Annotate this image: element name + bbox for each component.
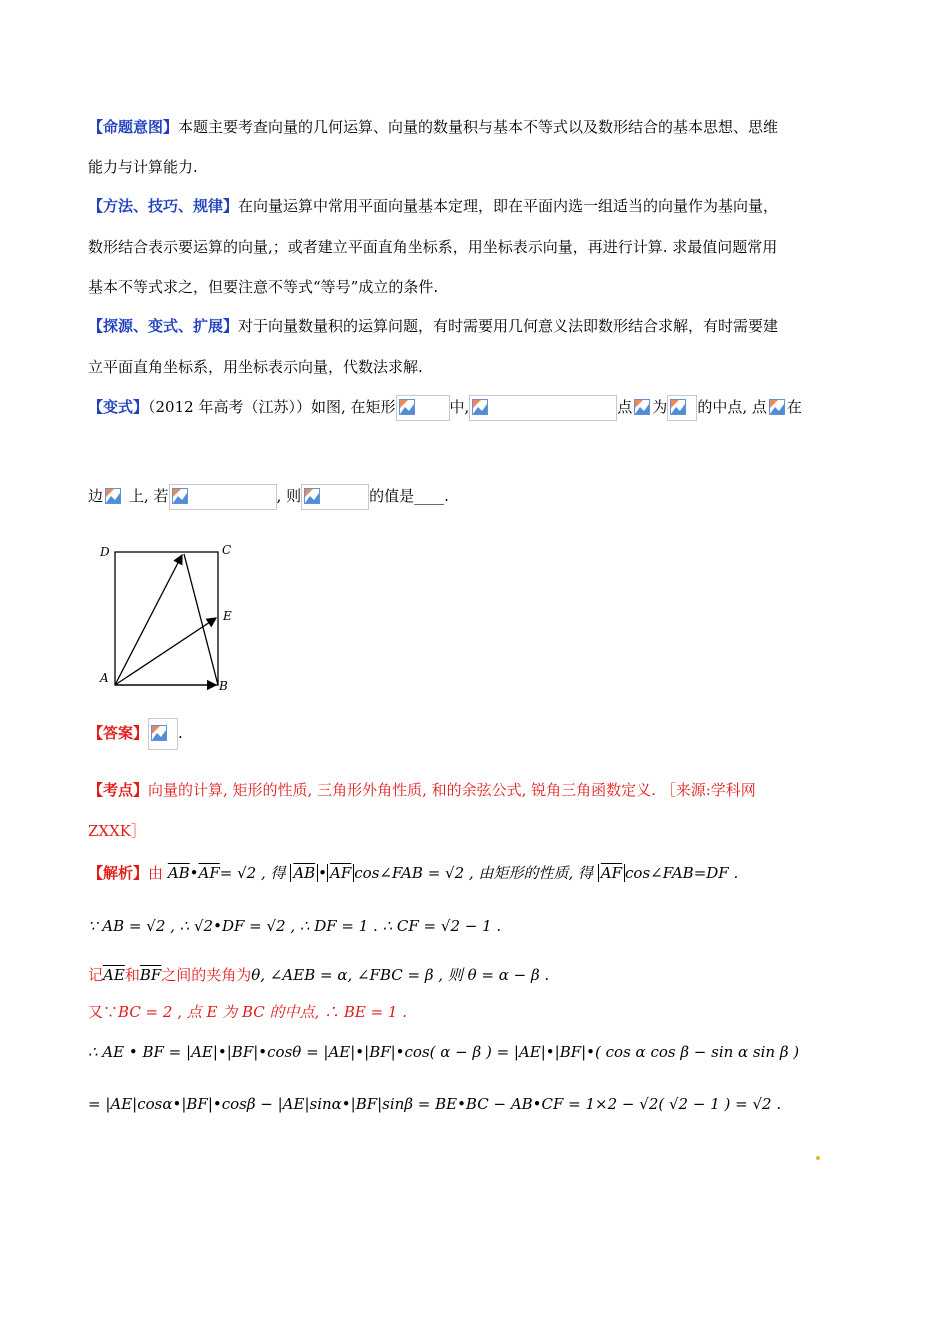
broken-image-icon bbox=[469, 395, 617, 421]
variant-t7: 边 bbox=[88, 487, 104, 505]
rectangle-vector-figure bbox=[96, 540, 246, 700]
method-paragraph-line3 bbox=[88, 276, 438, 298]
vec-ab: $\overline{AB}$ bbox=[167, 864, 190, 882]
jiexi-l1-a: 由 bbox=[148, 864, 164, 882]
broken-image-icon bbox=[148, 718, 178, 750]
intent-text-b: 能力与计算能力. bbox=[88, 158, 198, 176]
dot-op: • bbox=[189, 864, 199, 882]
jiexi-l3-f: θ, ∠AEB = α, ∠FBC = β , 则 θ = α − β . bbox=[251, 966, 550, 984]
decorative-dot bbox=[816, 1156, 820, 1160]
kaodian-line2 bbox=[88, 820, 146, 842]
variant-line2 bbox=[88, 484, 449, 510]
jiexi-line6 bbox=[88, 1092, 781, 1116]
answer-tag: 【答案】 bbox=[88, 724, 149, 742]
source-text-b: 立平面直角坐标系，用坐标表示向量，代数法求解. bbox=[88, 358, 423, 376]
broken-image-icon bbox=[103, 485, 129, 509]
source-tag: 【探源、变式、扩展】 bbox=[88, 317, 239, 335]
method-tag: 【方法、技巧、规律】 bbox=[88, 197, 239, 215]
jiexi-line5 bbox=[88, 1040, 799, 1064]
jiexi-l3-e: 之间的夹角为 bbox=[161, 966, 252, 984]
broken-image-icon bbox=[667, 395, 697, 421]
intent-text-a: 本题主要考查向量的几何运算、向量的数量积与基本不等式以及数形结合的基本思想、思维 bbox=[178, 118, 779, 136]
variant-t3: 点 bbox=[617, 398, 633, 416]
abs-af-2: $\overline{AF}$ bbox=[598, 864, 625, 882]
jiexi-l6: = |AE|cosα•|BF|•cosβ − |AE|sinα•|BF|sinβ = BE•BC − AB•CF = 1×2 − √2( √2 − 1 ) = √2 . bbox=[88, 1095, 782, 1113]
jiexi-l2: ∵ AB = √2 , ∴ √2•DF = √2 , ∴ DF = 1 . ∴ CF = √2 − 1 . bbox=[88, 917, 502, 935]
label-b: B bbox=[219, 679, 228, 693]
vec-bf: $\overline{BF}$ bbox=[139, 966, 162, 984]
variant-t4: 为 bbox=[652, 398, 668, 416]
vector-ae bbox=[115, 618, 216, 685]
source-text-a: 对于向量数量积的运算问题，有时需要用几何意义法即数形结合求解，有时需要建 bbox=[238, 317, 779, 335]
abs-ab: $\overline{AB}$ bbox=[290, 864, 318, 882]
label-a: A bbox=[100, 671, 109, 685]
intent-paragraph-line1 bbox=[88, 116, 778, 138]
variant-line1 bbox=[88, 395, 802, 421]
method-text-b: 数形结合表示要运算的向量,；或者建立平面直角坐标系，用坐标表示向量，再进行计算. 求最值问题常用 bbox=[88, 238, 778, 256]
vec-af: $\overline{AF}$ bbox=[198, 864, 220, 882]
method-text-a: 在向量运算中常用平面向量基本定理，即在平面内选一组适当的向量作为基向量， bbox=[238, 197, 779, 215]
variant-tag: 【变式】 bbox=[88, 398, 149, 416]
jiexi-l3-a: 记 bbox=[88, 966, 104, 984]
kaodian-tag: 【考点】 bbox=[88, 781, 149, 799]
jiexi-line4 bbox=[88, 1000, 407, 1024]
variant-t6: 在 bbox=[786, 398, 802, 416]
jiexi-line3 bbox=[88, 963, 549, 987]
abs-af: $\overline{AF}$ bbox=[327, 864, 354, 882]
jiexi-l5: ∴ AE • BF = |AE|•|BF|•cosθ = |AE|•|BF|•cos( α − β ) = |AE|•|BF|•( cos α cos β − sin α sin β ) bbox=[88, 1043, 800, 1061]
label-c: C bbox=[222, 543, 232, 557]
kaodian-text-b: ZXXK］ bbox=[88, 822, 146, 840]
jiexi-l3-c: 和 bbox=[124, 966, 140, 984]
kaodian-text-a: 向量的计算, 矩形的性质, 三角形外角性质, 和的余弦公式, 锐角三角函数定义. ［来源:学科网 bbox=[148, 781, 756, 799]
label-e: E bbox=[223, 609, 232, 623]
variant-t10: 的值是 bbox=[369, 487, 415, 505]
source-paragraph-line1 bbox=[88, 315, 778, 337]
jiexi-line2 bbox=[88, 914, 501, 938]
method-text-c: 基本不等式求之，但要注意不等式“等号”成立的条件. bbox=[88, 278, 439, 296]
jiexi-l4-a: 又∵ bbox=[88, 1003, 119, 1021]
broken-image-icon bbox=[767, 396, 787, 420]
method-paragraph-line2 bbox=[88, 236, 777, 258]
answer-blank: ____. bbox=[414, 487, 449, 505]
intent-paragraph-line2 bbox=[88, 156, 198, 178]
jiexi-l1-e: = √2 , 得 bbox=[219, 864, 286, 882]
broken-image-icon bbox=[632, 396, 652, 420]
variant-t8: 上, 若 bbox=[129, 487, 169, 505]
jiexi-l1-f: cos∠FAB = √2 , 由矩形的性质, 得 bbox=[354, 864, 593, 882]
variant-t1: （2012 年高考（江苏））如图, 在矩形 bbox=[148, 398, 396, 416]
jiexi-l4-b: BC = 2 , 点 E 为 BC 的中点, ∴ BE = 1 . bbox=[118, 1003, 408, 1021]
jiexi-l1-g: cos∠FAB=DF . bbox=[625, 864, 739, 882]
vector-af bbox=[115, 555, 182, 685]
variant-t5: 的中点, 点 bbox=[697, 398, 767, 416]
answer-tail: . bbox=[178, 724, 183, 742]
vec-ae: $\overline{AE}$ bbox=[103, 966, 125, 984]
broken-image-icon bbox=[169, 484, 277, 510]
jiexi-line1: 【解析】由 $\overline{AB}•\overline{AF}= √2$ , 得 $\overline{AB}$ • $\overline{AF}$ cos∠FAB = √2 , 由矩形的性质, 得 $\overline{AF}$ cos∠FAB=DF . bbox=[88, 864, 739, 882]
variant-t2: 中, bbox=[449, 398, 470, 416]
variant-t9: , 则 bbox=[276, 487, 302, 505]
intent-tag: 【命题意图】 bbox=[88, 118, 179, 136]
rectangle-abcd bbox=[115, 552, 218, 685]
broken-image-icon bbox=[396, 395, 450, 421]
source-paragraph-line2 bbox=[88, 356, 423, 378]
label-d: D bbox=[100, 545, 110, 559]
broken-image-icon bbox=[301, 484, 369, 510]
answer-line bbox=[88, 718, 183, 750]
kaodian-line1 bbox=[88, 779, 756, 801]
jiexi-tag: 【解析】 bbox=[88, 864, 149, 882]
method-paragraph-line1 bbox=[88, 195, 778, 217]
